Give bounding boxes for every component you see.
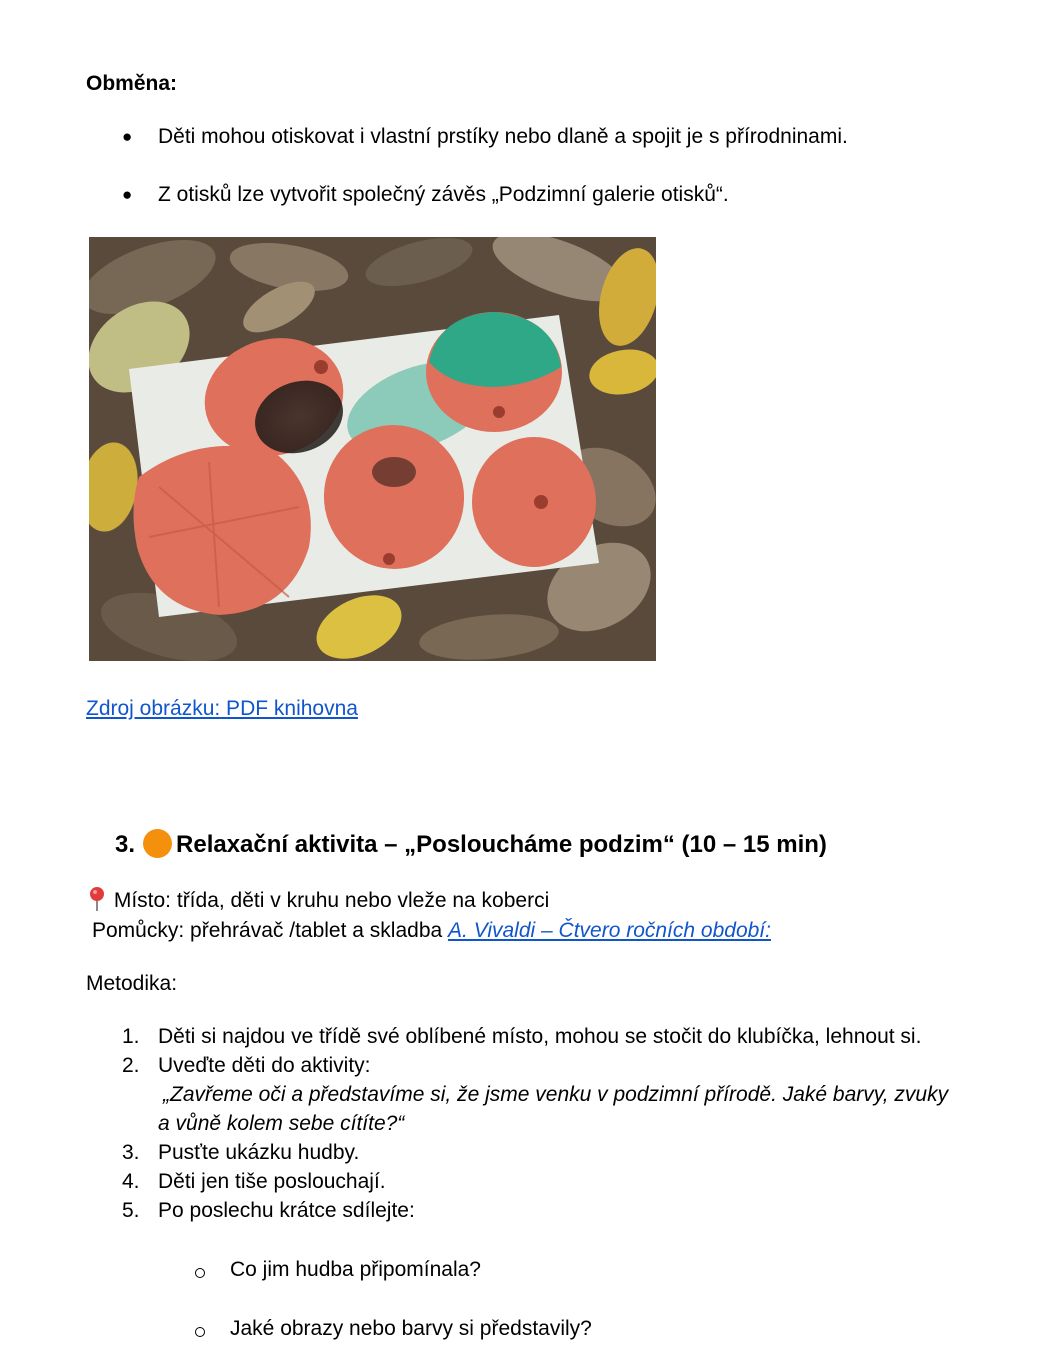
circle-bullet [195,1324,205,1342]
variation-bullet-2: Z otisků lze vytvořit společný závěs „Podzimní galerie otisků“. [158,183,729,206]
step-text: Po poslechu krátce sdílejte: [158,1199,415,1222]
section-title: Relaxační aktivita – „Posloucháme podzim“ (10 – 15 min) [176,831,827,858]
tools-prefix: Pomůcky: přehrávač /tablet a skladba [92,919,449,942]
step-text: Pusťte ukázku hudby. [158,1141,360,1164]
vivaldi-link[interactable]: A. Vivaldi – Čtvero ročních období: [448,919,771,942]
variation-heading: Obměna: [86,72,178,95]
bullet-dot: ● [122,127,133,146]
step-number: 2. [122,1054,140,1077]
step-number: 5. [122,1199,140,1222]
step-number: 1. [122,1025,140,1048]
step-number: 3. [122,1141,140,1164]
section-number: 3. [115,831,136,858]
step-text: Uveďte děti do aktivity: [158,1054,371,1077]
question-2: Jaké obrazy nebo barvy si představily? [230,1317,592,1340]
quote-line-1: „Zavřeme oči a představíme si, že jsme venku v podzimní přírodě. Jaké barvy, zvuky [163,1083,949,1106]
step-text: Děti jen tiše poslouchají. [158,1170,386,1193]
round-pushpin-icon [86,886,108,912]
circle-bullet [195,1265,205,1283]
step-text: Děti si najdou ve třídě své oblíbené místo, mohou se stočit do klubíčka, lehnout si. [158,1025,922,1048]
tools-line [92,916,771,945]
orange-circle-icon [143,829,172,858]
image-source-link[interactable]: Zdroj obrázku: PDF knihovna [86,697,358,720]
bullet-dot: ● [122,185,133,204]
variation-bullet-1: Děti mohou otiskovat i vlastní prstíky nebo dlaně a spojit je s přírodninami. [158,125,848,148]
method-label: Metodika: [86,972,178,995]
section-heading [115,829,827,861]
place-line [86,886,549,915]
quote-line-2: a vůně kolem sebe cítíte?“ [158,1112,405,1135]
question-1: Co jim hudba připomínala? [230,1258,481,1281]
clay-prints-photo [89,237,656,661]
place-text: Místo: třída, děti v kruhu nebo vleže na koberci [113,889,550,912]
step-number: 4. [122,1170,140,1193]
